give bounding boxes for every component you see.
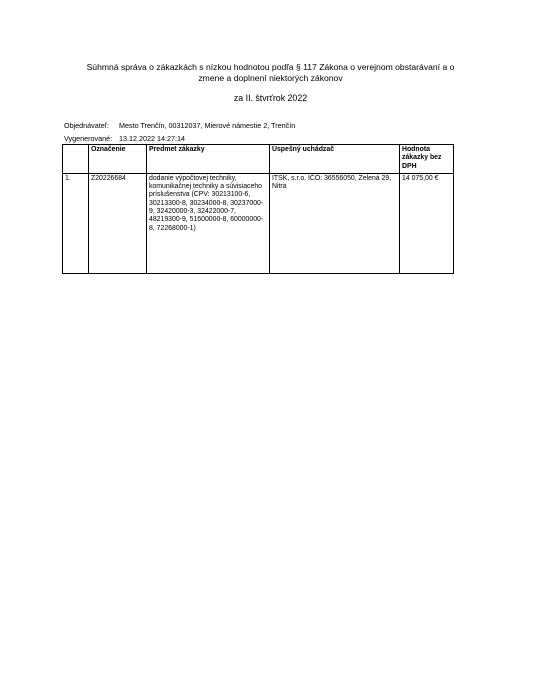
row-index: 1. — [63, 173, 89, 273]
header-index — [63, 145, 89, 174]
header-id: Označenie — [89, 145, 147, 174]
header-value: Hodnota zákazky bez DPH — [400, 145, 454, 174]
header-bidder: Úspešný uchádzač — [270, 145, 400, 174]
row-id: Z20226684 — [89, 173, 147, 273]
generated-row — [64, 134, 185, 143]
header-subject: Predmet zákazky — [147, 145, 270, 174]
document-title-line1: Súhmná správa o zákazkách s nízkou hodnotou podľa § 117 Zákona o verejnom obstarávaní a o — [86, 62, 455, 72]
row-bidder: ITSK, s.r.o. IČO: 36556050, Zelená 29, Nitra — [270, 173, 400, 273]
generated-value: 13.12.2022 14:27:14 — [119, 134, 185, 143]
document-title-line2: zmene a doplnení niektorých zákonov — [198, 73, 343, 83]
buyer-label: Objednávateľ: — [64, 121, 109, 130]
generated-label: Vygenerované: — [64, 134, 113, 143]
row-value: 14 075,00 € — [400, 173, 454, 273]
report-period: za II. štvrťrok 2022 — [233, 93, 308, 103]
table-header-row — [63, 145, 454, 174]
row-subject: dodanie výpočtovej techniky, komunikačnej techniky a súvisiaceho príslušenstva (CPV: 30213100-6, 30213300-8, 30234000-8, 30237000-9, 32420000-3, 32422000-7, 48219300-9, 51600000-8, 60000000-8, 72268000-1) — [147, 173, 270, 273]
contracts-table — [62, 144, 454, 274]
buyer-row — [64, 121, 295, 130]
table-row — [63, 173, 454, 273]
buyer-value: Mesto Trenčín, 00312037, Mierové námestie 2, Trenčín — [119, 121, 296, 130]
